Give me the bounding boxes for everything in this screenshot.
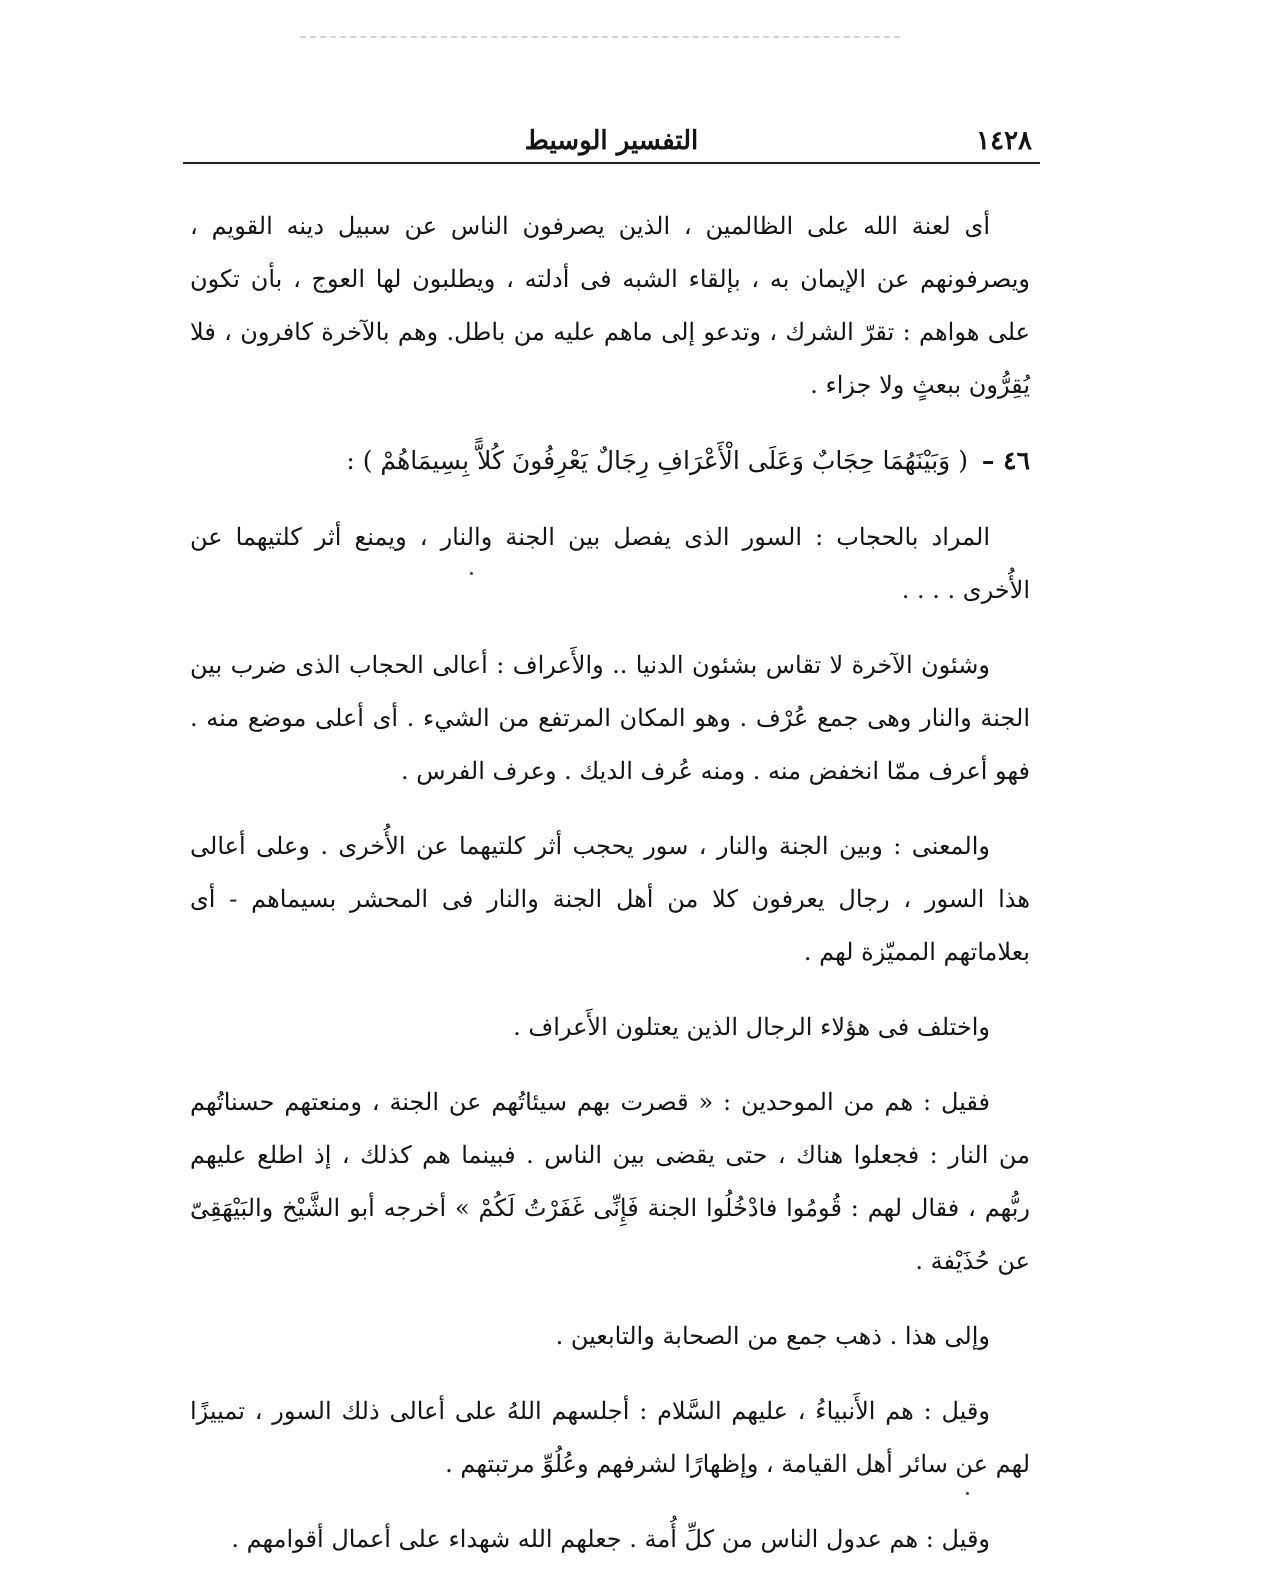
paragraph-meaning: والمعنى : وبين الجنة والنار ، سور يحجب أثر كلتيهما عن الأُخرى . وعلى أعالى هذا السور ، رجال يعرفون كلا من أهل الجنة والنار فى المحشر بسيماهم - أى بعلاماتهم المميّزة لهم . [190, 832, 1030, 966]
verse-number: ٤٦ – [981, 446, 1030, 475]
verse-line [190, 434, 1030, 487]
paragraph-commentary-1: أى لعنة الله على الظالمين ، الذين يصرفون الناس عن سبيل دينه القويم ، ويصرفونهم عن الإيمان به ، بإلقاء الشبه فى أدلته ، ويطلبون لها العوج ، بأن تكون على هواهم : تقرّ الشرك ، وتدعو إلى ماهم عليه من باطل. وهم بالآخرة كافرون ، فلا يُقِرُّون ببعثٍ ولا جزاء . [190, 212, 1030, 399]
page-body [190, 200, 1030, 1588]
paragraph-opinion-prophets: وقيل : هم الأَنبياءُ ، عليهم السَّلام : أجلسهم اللهُ على أعالى ذلك السور ، تمييزًا لهم عن سائر أهل القيامة ، وإظهارًا لشرفهم وعُلُوِّ مرتبتهم . [190, 1397, 1030, 1478]
paragraph-hijab: المراد بالحجاب : السور الذى يفصل بين الجنة والنار ، ويمنع أثر كلتيهما عن الأُخرى . . . . [190, 523, 1030, 604]
book-title: التفسير الوسيط [524, 126, 699, 156]
page-number: ١٤٢٨ [976, 126, 1032, 156]
paragraph-companions: وإلى هذا . ذهب جمع من الصحابة والتابعين . [555, 1322, 990, 1350]
paragraph-opinion-witnesses: وقيل : هم عدول الناس من كلِّ أُمة . جعلهم الله شهداء على أعمال أقوامهم . [231, 1525, 990, 1553]
scan-artifact-dashes [300, 36, 900, 40]
running-header [183, 126, 1040, 164]
scan-speck [966, 1492, 969, 1495]
paragraph-disagreement: واختلف فى هؤلاء الرجال الذين يعتلون الأَعراف . [513, 1013, 990, 1041]
verse-text: ( وَبَيْنَهُمَا حِجَابٌ وَعَلَى الْأَعْرَافِ رِجَالٌ يَعْرِفُونَ كُلاًّ بِسِيمَاهُمْ ) : [346, 446, 968, 475]
paragraph-aaraf-definition: وشئون الآخرة لا تقاس بشئون الدنيا .. والأَعراف : أعالى الحجاب الذى ضرب بين الجنة والنار وهى جمع عُرْف . وهو المكان المرتفع من الشيء . أى أعلى موضع منه . فهو أعرف ممّا انخفض منه . ومنه عُرف الديك . وعرف الفرس . [190, 651, 1030, 785]
scan-speck [470, 572, 473, 575]
paragraph-opinion-monotheists: فقيل : هم من الموحدين : « قصرت بهم سيئاتُهم عن الجنة ، ومنعتهم حسناتُهم من النار : فجعلوا هناك ، حتى يقضى بين الناس . فبينما هم كذلك ، إذ اطلع عليهم ربُّهم ، فقال لهم : قُومُوا فادْخُلُوا الجنة فَإِنِّى غَفَرْتُ لَكُمْ » أخرجه أبو الشَّيْخ والبَيْهَقِىّ عن حُذَيْفة . [190, 1088, 1030, 1275]
